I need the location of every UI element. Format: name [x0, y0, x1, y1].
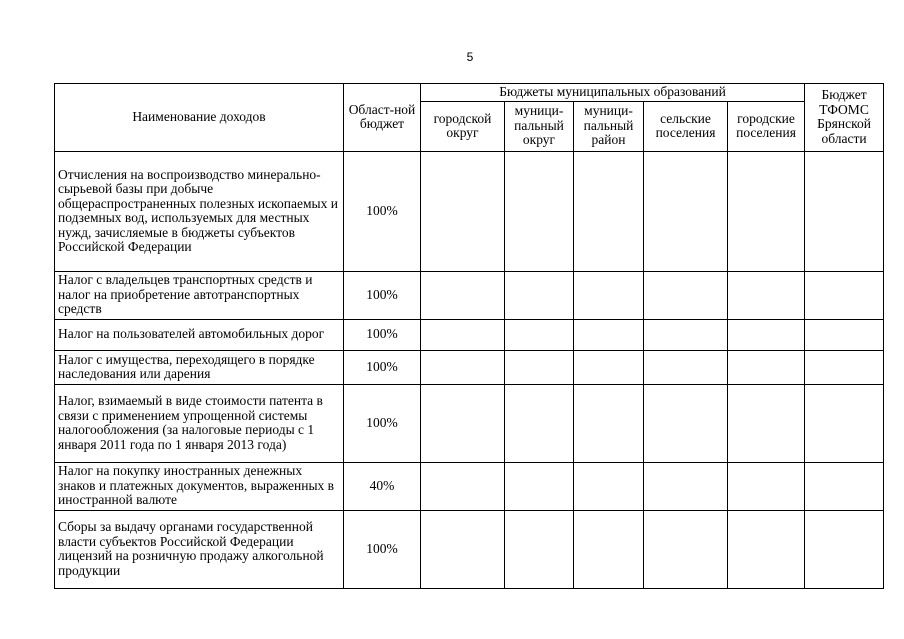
empty-cell — [728, 271, 805, 319]
regional-share: 100% — [344, 151, 421, 271]
empty-cell — [644, 384, 728, 462]
empty-cell — [728, 384, 805, 462]
table-row — [55, 271, 884, 319]
regional-share: 100% — [344, 319, 421, 350]
income-name: Налог на пользователей автомобильных дорог — [55, 319, 344, 350]
empty-cell — [421, 462, 505, 510]
header-municipal-budgets: Бюджеты муниципальных образований — [421, 84, 805, 102]
regional-share: 100% — [344, 384, 421, 462]
header-municipal-district: муници-пальный округ — [505, 101, 574, 151]
header-regional-budget: Област-ной бюджет — [344, 84, 421, 152]
empty-cell — [574, 350, 644, 384]
empty-cell — [574, 384, 644, 462]
income-name: Налог на покупку иностранных денежных знаков и платежных документов, выраженных в иностранной валюте — [55, 462, 344, 510]
empty-cell — [505, 319, 574, 350]
income-name: Налог с имущества, переходящего в порядке наследования или дарения — [55, 350, 344, 384]
empty-cell — [505, 384, 574, 462]
header-tfoms-budget: Бюджет ТФОМС Брянской области — [805, 84, 884, 152]
empty-cell — [421, 510, 505, 588]
page-number: 5 — [466, 50, 474, 64]
empty-cell — [805, 271, 884, 319]
empty-cell — [505, 271, 574, 319]
empty-cell — [805, 151, 884, 271]
income-name: Сборы за выдачу органами государственной власти субъектов Российской Федерации лицензий на розничную продажу алкогольной продукции — [55, 510, 344, 588]
table-row — [55, 462, 884, 510]
empty-cell — [505, 510, 574, 588]
empty-cell — [505, 462, 574, 510]
empty-cell — [421, 151, 505, 271]
regional-share: 100% — [344, 350, 421, 384]
empty-cell — [421, 271, 505, 319]
header-urban-settlements: городские поселения — [728, 101, 805, 151]
empty-cell — [421, 350, 505, 384]
income-name: Отчисления на воспроизводство минерально-сырьевой базы при добыче общераспространенных полезных ископаемых и подземных вод, используемых для местных нужд, зачисляемые в бюджеты субъектов Российской Федерации — [55, 151, 344, 271]
income-name: Налог, взимаемый в виде стоимости патента в связи с применением упрощенной системы налогообложения (за налоговые периоды с 1 января 2011 года по 1 января 2013 года) — [55, 384, 344, 462]
empty-cell — [574, 510, 644, 588]
empty-cell — [644, 151, 728, 271]
empty-cell — [644, 319, 728, 350]
empty-cell — [505, 350, 574, 384]
regional-share: 100% — [344, 271, 421, 319]
empty-cell — [728, 319, 805, 350]
regional-share: 100% — [344, 510, 421, 588]
header-city-district: городской округ — [421, 101, 505, 151]
empty-cell — [644, 271, 728, 319]
header-rural-settlements: сельские поселения — [644, 101, 728, 151]
empty-cell — [805, 462, 884, 510]
header-income-name: Наименование доходов — [55, 84, 344, 152]
empty-cell — [574, 151, 644, 271]
empty-cell — [728, 462, 805, 510]
empty-cell — [574, 462, 644, 510]
regional-share: 40% — [344, 462, 421, 510]
empty-cell — [574, 271, 644, 319]
empty-cell — [805, 384, 884, 462]
table-row — [55, 151, 884, 271]
table-row — [55, 350, 884, 384]
empty-cell — [644, 462, 728, 510]
empty-cell — [805, 319, 884, 350]
empty-cell — [728, 151, 805, 271]
empty-cell — [505, 151, 574, 271]
empty-cell — [805, 350, 884, 384]
empty-cell — [644, 510, 728, 588]
table-row — [55, 384, 884, 462]
empty-cell — [805, 510, 884, 588]
empty-cell — [728, 350, 805, 384]
empty-cell — [421, 319, 505, 350]
empty-cell — [574, 319, 644, 350]
income-name: Налог с владельцев транспортных средств и налог на приобретение автотранспортных средств — [55, 271, 344, 319]
header-municipal-region: муници-пальный район — [574, 101, 644, 151]
table-row — [55, 319, 884, 350]
revenue-distribution-table — [54, 83, 884, 589]
empty-cell — [421, 384, 505, 462]
empty-cell — [644, 350, 728, 384]
table-row — [55, 510, 884, 588]
empty-cell — [728, 510, 805, 588]
